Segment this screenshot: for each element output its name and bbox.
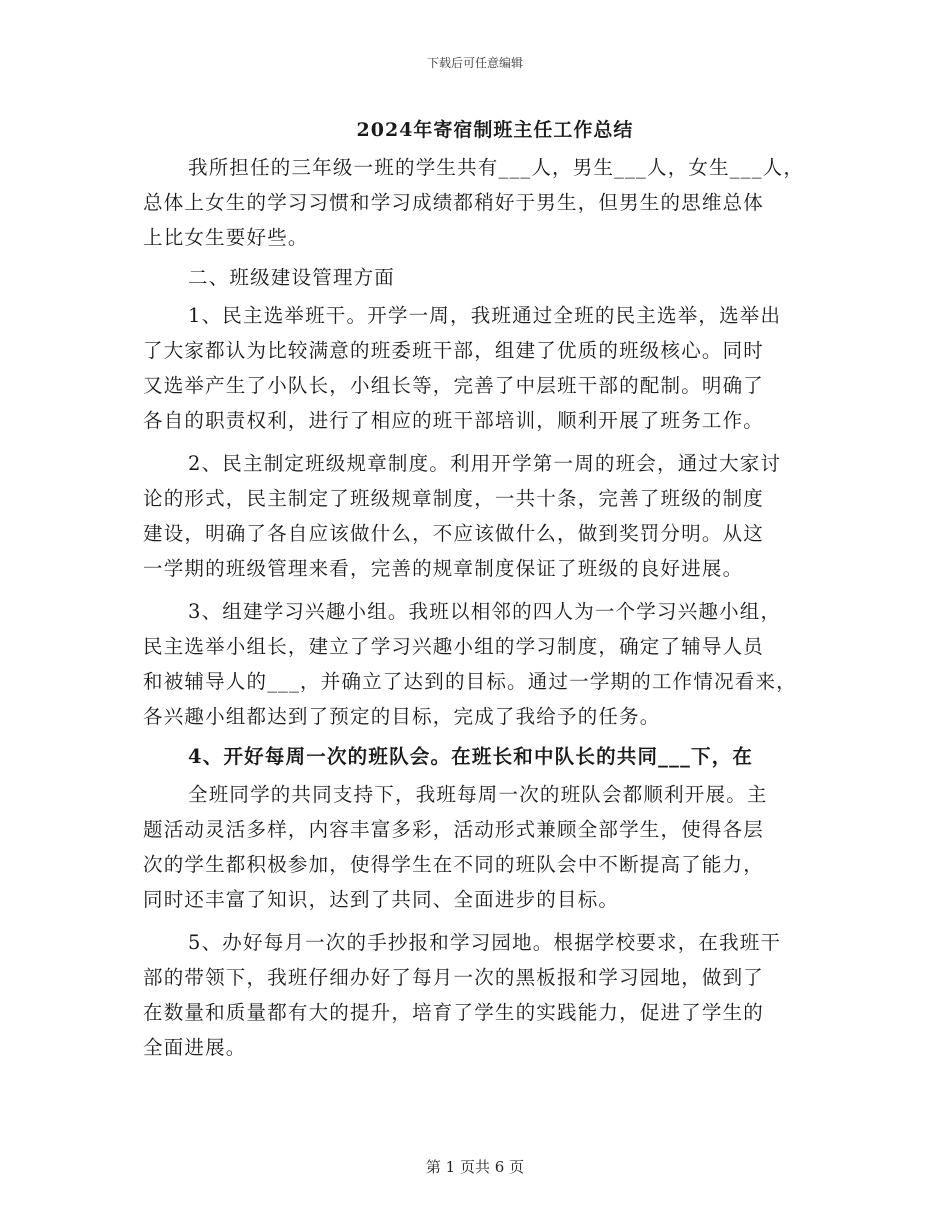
paragraph-line: 题活动灵活多样，内容丰富多彩，活动形式兼顾全部学生，使得各层 bbox=[143, 818, 765, 841]
paragraph-line: 2、民主制定班级规章制度。利用开学第一周的班会，通过大家讨 bbox=[188, 452, 782, 475]
paragraph-line: 各兴趣小组都达到了预定的目标，完成了我给予的任务。 bbox=[143, 705, 661, 728]
paragraph-line: 了大家都认为比较满意的班委班干部，组建了优质的班级核心。同时 bbox=[143, 339, 765, 362]
paragraph-line: 和被辅导人的___，并确立了达到的目标。通过一学期的工作情况看来， bbox=[143, 670, 797, 693]
page-footer: 第 1 页共 6 页 bbox=[425, 1158, 525, 1176]
document-title: 2024年寄宿制班主任工作总结 bbox=[356, 119, 634, 141]
paragraph-line: 论的形式，民主制定了班级规章制度，一共十条，完善了班级的制度 bbox=[143, 487, 765, 510]
paragraph-line: 各自的职责权利，进行了相应的班干部培训，顺利开展了班务工作。 bbox=[143, 409, 765, 432]
paragraph-line: 我所担任的三年级一班的学生共有___人，男生___人，女生___人， bbox=[188, 156, 805, 179]
paragraph-line: 总体上女生的学习习惯和学习成绩都稍好于男生，但男生的思维总体 bbox=[143, 191, 765, 214]
paragraph-line: 民主选举小组长，建立了学习兴趣小组的学习制度，确定了辅导人员 bbox=[143, 635, 765, 658]
bold-paragraph-line: 4、开好每周一次的班队会。在班长和中队长的共同___下，在 bbox=[188, 745, 754, 768]
paragraph-line: 上比女生要好些。 bbox=[143, 226, 309, 249]
paragraph-line: 部的带领下，我班仔细办好了每月一次的黑板报和学习园地，做到了 bbox=[143, 966, 765, 989]
paragraph-line: 同时还丰富了知识，达到了共同、全面进步的目标。 bbox=[143, 888, 620, 911]
section-heading: 二、班级建设管理方面 bbox=[188, 266, 396, 289]
paragraph-line: 建设，明确了各自应该做什么，不应该做什么，做到奖罚分明。从这 bbox=[143, 522, 765, 545]
paragraph-line: 全班同学的共同支持下，我班每周一次的班队会都顺利开展。主 bbox=[188, 783, 768, 806]
paragraph-line: 3、组建学习兴趣小组。我班以相邻的四人为一个学习兴趣小组， bbox=[188, 600, 782, 623]
paragraph-line: 一学期的班级管理来看，完善的规章制度保证了班级的良好进展。 bbox=[143, 557, 744, 580]
paragraph-line: 全面进展。 bbox=[143, 1036, 247, 1059]
paragraph-line: 又选举产生了小队长，小组长等，完善了中层班干部的配制。明确了 bbox=[143, 374, 765, 397]
paragraph-line: 5、办好每月一次的手抄报和学习园地。根据学校要求，在我班干 bbox=[188, 931, 782, 954]
paragraph-line: 在数量和质量都有大的提升，培育了学生的实践能力，促进了学生的 bbox=[143, 1001, 765, 1024]
header-note: 下载后可任意编辑 bbox=[426, 56, 523, 70]
paragraph-line: 次的学生都积极参加，使得学生在不同的班队会中不断提高了能力， bbox=[143, 853, 765, 876]
paragraph-line: 1、民主选举班干。开学一周，我班通过全班的民主选举，选举出 bbox=[188, 304, 782, 327]
